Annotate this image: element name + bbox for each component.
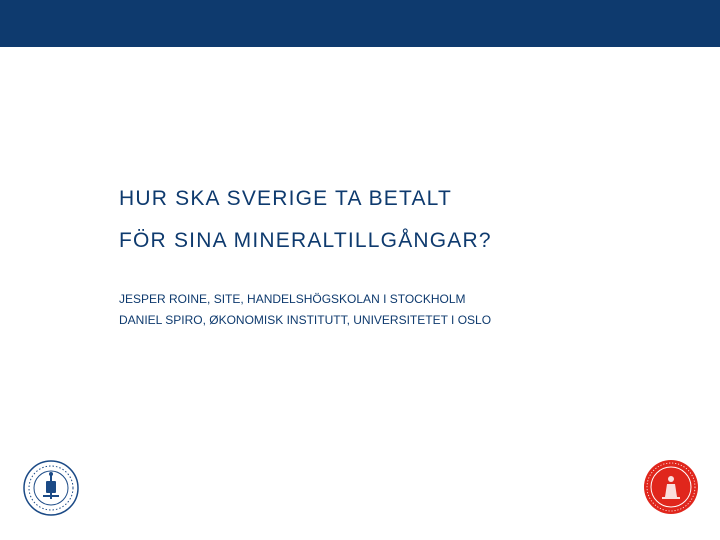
- author-line-2: DANIEL SPIRO, ØKONOMISK INSTITUTT, UNIVERSITETET I OSLO: [119, 313, 492, 327]
- slide-title: [119, 178, 679, 262]
- title-line-1: HUR SKA SVERIGE TA BETALT: [119, 187, 453, 210]
- title-line-2: FÖR SINA MINERALTILLGÅNGAR?: [119, 229, 492, 252]
- top-header-bar: [0, 0, 720, 47]
- author-list: [119, 289, 679, 331]
- university-of-oslo-seal-icon: [643, 459, 699, 515]
- author-line-1: JESPER ROINE, SITE, HANDELSHÖGSKOLAN I STOCKHOLM: [119, 292, 466, 306]
- stockholm-school-of-economics-seal-icon: [22, 459, 80, 517]
